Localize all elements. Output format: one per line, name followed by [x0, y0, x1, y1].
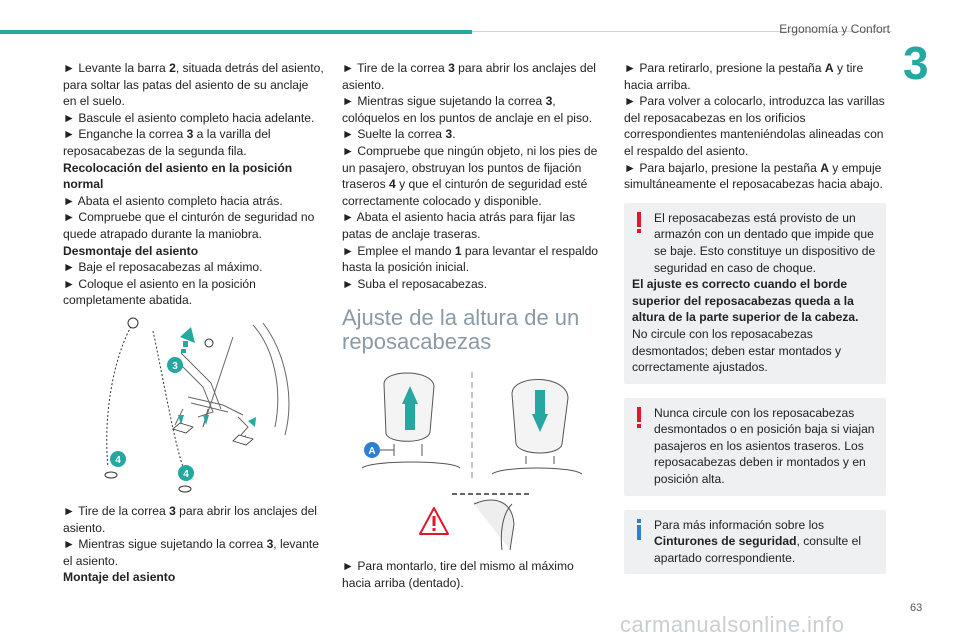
step-paragraph: ► Suba el reposacabezas. [342, 276, 488, 291]
subheading-desmontaje: Desmontaje del asiento [63, 243, 199, 258]
exclamation-warning-icon [634, 212, 644, 234]
subheading-recolocacion: Recolocación del asiento en la posición normal [63, 160, 293, 192]
warning-text: Nunca circule con los reposacabezas desmontados o en posición baja si viajan pasajeros en los asientos traseros. Los reposacabezas deben ir montados y en posición alta. [654, 405, 875, 487]
step-paragraph: ► Tire de la correa 3 para abrir los anclajes del asiento. [342, 61, 596, 92]
section-heading: Ajuste de la altura de un reposacabezas [342, 305, 580, 355]
subheading-montaje: Montaje del asiento [63, 570, 176, 585]
step-paragraph: ► Para bajarlo, presione la pestaña A y empuje simultáneamente el reposacabezas hacia abajo. [624, 160, 883, 192]
callout-4: 4 [115, 454, 121, 466]
step-paragraph: ► Compruebe que ningún objeto, ni los pies de un pasajero, obstruyan los puntos de fijación traseros 4 y que el cinturón de seguridad esté correctamente colocado y disponible. [342, 143, 598, 208]
column-3 [624, 60, 886, 574]
step-paragraph: ► Bascule el asiento completo hacia adelante. [63, 110, 315, 125]
step-paragraph: ► Abata el asiento hacia atrás para fijar las patas de anclaje traseras. [342, 210, 576, 241]
seat-removal-illustration [63, 317, 325, 495]
callout-3: 3 [172, 360, 178, 372]
headrest-adjustment-illustration [342, 364, 604, 552]
page-number: 63 [910, 602, 923, 614]
step-paragraph: ► Levante la barra 2, situada detrás del asiento, para soltar las patas del asiento de su anclaje en el suelo. [63, 61, 324, 109]
step-paragraph: ► Compruebe que el cinturón de seguridad no quede atrapado durante la maniobra. [63, 210, 315, 241]
warning-note [624, 203, 886, 384]
step-paragraph: ► Suelte la correa 3. [342, 127, 456, 142]
step-paragraph: ► Tire de la correa 3 para abrir los anclajes del asiento. [63, 503, 317, 535]
step-paragraph: ► Mientras sigue sujetando la correa 3, colóquelos en los puntos de anclaje en el piso. [342, 94, 593, 125]
step-paragraph: ► Enganche la correa 3 a la varilla del reposacabezas de la segunda fila. [63, 127, 271, 158]
step-paragraph: ► Mientras sigue sujetando la correa 3, levante el asiento. [63, 537, 320, 568]
watermark: carmanualsonline.info [620, 612, 845, 637]
column-2 [342, 60, 604, 592]
info-note [624, 510, 886, 575]
chapter-number: 3 [903, 37, 929, 89]
warning-note [624, 398, 886, 496]
step-paragraph: ► Para retirarlo, presione la pestaña A y tire hacia arriba. [624, 61, 864, 92]
warning-text: El reposacabezas está provisto de un armazón con un dentado que impide que se baje. Esto constituye un dispositivo de seguridad en caso de choque. [654, 210, 876, 275]
step-paragraph: ► Para volver a colocarlo, introduzca las varillas del reposacabezas en los orificios correspondientes manteniéndolas alineadas con el respaldo del asiento. [624, 94, 885, 158]
step-paragraph: ► Para montarlo, tire del mismo al máximo hacia arriba (dentado). [342, 559, 574, 590]
step-paragraph: ► Abata el asiento completo hacia atrás. [63, 193, 283, 208]
info-icon [634, 519, 644, 541]
exclamation-warning-icon [634, 407, 644, 429]
warning-text-bold: El ajuste es correcto cuando el borde superior del reposacabezas queda a la altura de la parte superior de la cabeza. [632, 277, 859, 325]
warning-text: No circule con los reposacabezas desmontados; deben estar montados y correctamente ajustados. [632, 326, 842, 375]
info-text: Para más información sobre los Cinturones de seguridad, consulte el apartado correspondiente. [654, 517, 862, 565]
column-1 [63, 60, 325, 586]
step-paragraph: ► Coloque el asiento en la posición completamente abatida. [63, 276, 256, 308]
step-paragraph: ► Emplee el mando 1 para levantar el respaldo hasta la posición inicial. [342, 243, 599, 275]
header-accent-bar [0, 30, 472, 34]
section-title: Ergonomía y Confort [779, 22, 890, 36]
callout-a: A [368, 446, 376, 458]
callout-4: 4 [183, 468, 189, 480]
step-paragraph: ► Baje el reposacabezas al máximo. [63, 260, 263, 275]
